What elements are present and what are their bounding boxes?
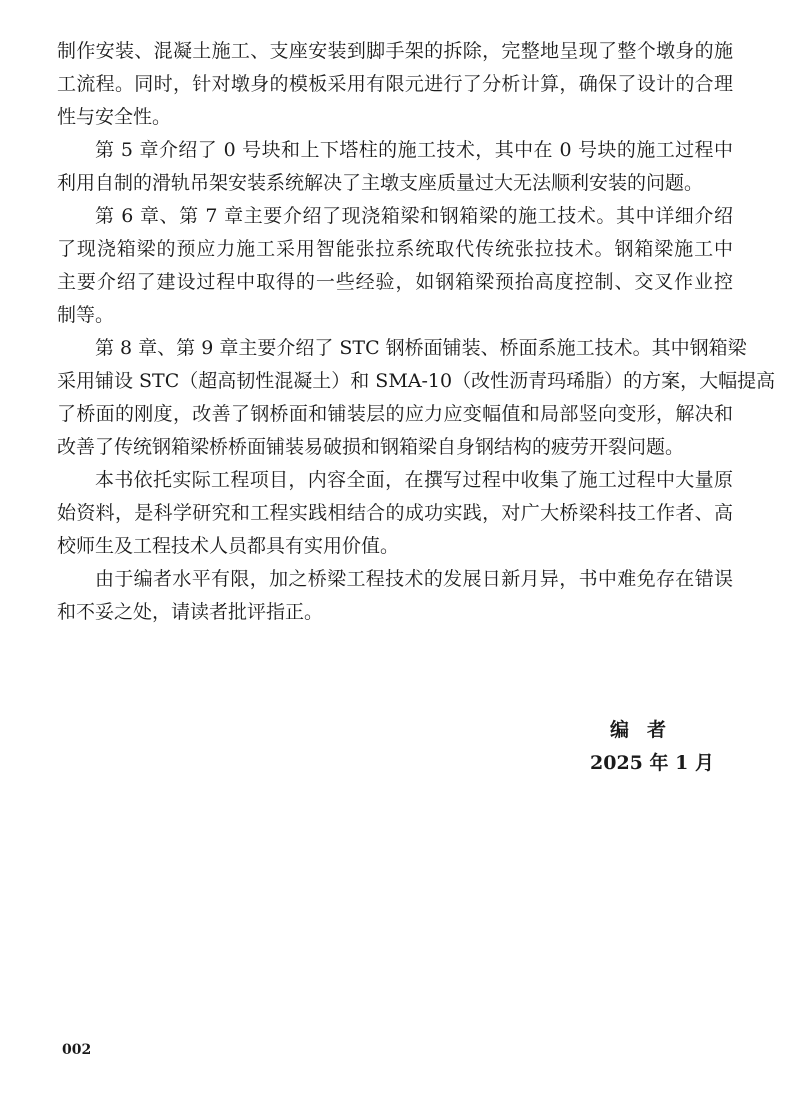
paragraph (57, 563, 733, 629)
text-line: 第 6 章、第 7 章主要介绍了现浇箱梁和钢箱梁的施工技术。其中详细介绍 (95, 205, 733, 227)
paragraph (57, 134, 733, 200)
signature-date: 2025 年 1 月 (590, 752, 714, 774)
text-line: 采用铺设 STC（超高韧性混凝土）和 SMA-10（改性沥青玛琋脂）的方案，大幅提高 (57, 370, 776, 392)
text-line: 由于编者水平有限，加之桥梁工程技术的发展日新月异，书中难免存在错误 (95, 568, 733, 590)
text-line: 制作安装、混凝土施工、支座安装到脚手架的拆除，完整地呈现了整个墩身的施 (57, 40, 733, 62)
text-line: 改善了传统钢箱梁桥桥面铺装易破损和钢箱梁自身钢结构的疲劳开裂问题。 (57, 436, 685, 458)
text-line: 第 5 章介绍了 0 号块和上下塔柱的施工技术，其中在 0 号块的施工过程中 (95, 139, 733, 161)
paragraph (57, 200, 733, 332)
page-number: 002 (62, 1042, 92, 1058)
text-line: 性与安全性。 (57, 106, 172, 128)
text-line: 工流程。同时，针对墩身的模板采用有限元进行了分析计算，确保了设计的合理 (57, 73, 733, 95)
preface-body (57, 35, 776, 629)
text-line: 第 8 章、第 9 章主要介绍了 STC 钢桥面铺装、桥面系施工技术。其中钢箱梁 (95, 337, 747, 359)
text-line: 了桥面的刚度，改善了钢桥面和铺装层的应力应变幅值和局部竖向变形，解决和 (57, 403, 733, 425)
text-line: 校师生及工程技术人员都具有实用价值。 (57, 535, 400, 557)
signature-author: 编者 (610, 719, 685, 741)
text-line: 利用自制的滑轨吊架安装系统解决了主墩支座质量过大无法顺利安装的问题。 (57, 172, 704, 194)
text-line: 制等。 (57, 304, 115, 326)
text-line: 主要介绍了建设过程中取得的一些经验，如钢箱梁预抬高度控制、交叉作业控 (57, 271, 733, 293)
text-line: 始资料，是科学研究和工程实践相结合的成功实践，对广大桥梁科技工作者、高 (57, 502, 733, 524)
paragraph (57, 332, 776, 464)
paragraph (57, 464, 733, 563)
text-line: 了现浇箱梁的预应力施工采用智能张拉系统取代传统张拉技术。钢箱梁施工中 (57, 238, 733, 260)
paragraph (57, 35, 733, 134)
text-line: 本书依托实际工程项目，内容全面，在撰写过程中收集了施工过程中大量原 (95, 469, 733, 491)
text-line: 和不妥之处，请读者批评指正。 (57, 601, 324, 623)
